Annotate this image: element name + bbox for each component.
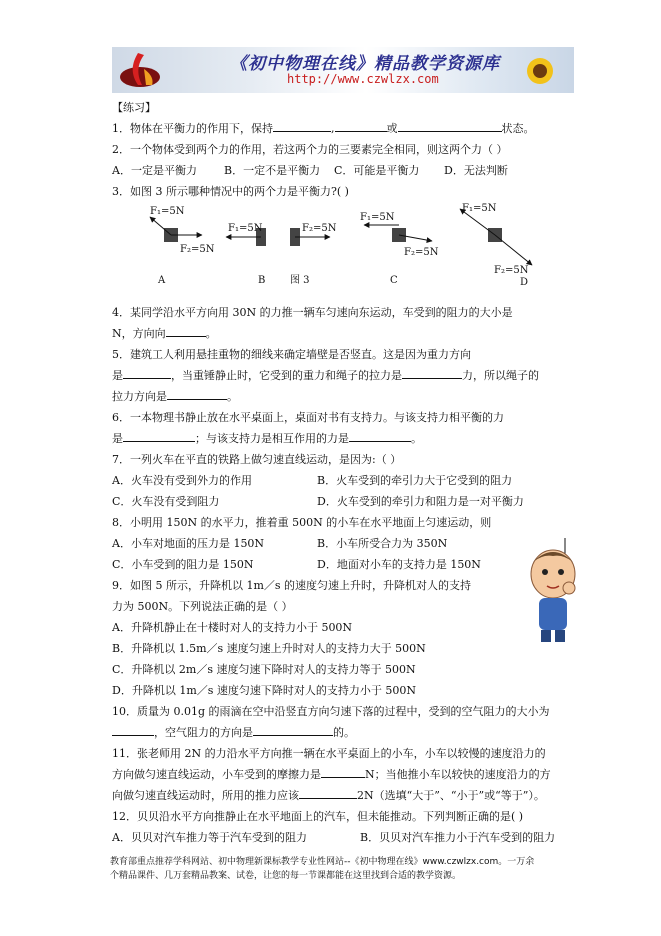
question-11-end: 向做匀速直线运动时，所用的推力应该 2N（选填“大于”、“小于”或“等于”）。 bbox=[112, 785, 545, 806]
figure-3 bbox=[142, 203, 572, 293]
question-9: 9．如图 5 所示，升降机以 1m／s 的速度匀速上升时，升降机对人的支持 bbox=[112, 579, 472, 592]
banner-url[interactable]: http://www.czwlzx.com bbox=[287, 72, 439, 86]
figure-b-f2: F₂=5N bbox=[302, 223, 337, 234]
figure-c-f1: F₁=5N bbox=[360, 212, 395, 223]
question-2: 2．一个物体受到两个力的作用，若这两个力的三要素完全相同，则这两个力（ ） bbox=[112, 143, 508, 156]
question-5: 5．建筑工人利用悬挂重物的细线来确定墙壁是否竖直。这是因为重力方向 bbox=[112, 348, 471, 361]
figure-b-f1: F₁=5N bbox=[228, 223, 263, 234]
figure-c-f2: F₂=5N bbox=[404, 247, 439, 258]
sunflower-icon bbox=[520, 53, 560, 89]
header-banner bbox=[112, 47, 574, 93]
question-9-cont: 力为 500N。下列说法正确的是（ ） bbox=[112, 600, 293, 613]
question-11-cont: 方向做匀速直线运动，小车受到的摩擦力是 N；当他推小车以较快的速度沿力的方 bbox=[112, 764, 551, 785]
question-8-options-2: C．小车受到的阻力是 150N D．地面对小车的支持力是 150N bbox=[112, 558, 481, 571]
question-2-options: A．一定是平衡力 B．一定不是平衡力 C．可能是平衡力 D．无法判断 bbox=[112, 164, 508, 177]
figure-3-b bbox=[226, 223, 337, 286]
question-4: 4．某同学沿水平方向用 30N 的力推一辆车匀速向东运动，车受到的阻力的大小是 bbox=[112, 306, 513, 319]
figure-3-c bbox=[360, 212, 439, 286]
figure-a-f1: F₁=5N bbox=[150, 206, 185, 217]
question-3: 3．如图 3 所示哪种情况中的两个力是平衡力?( ) bbox=[112, 185, 349, 198]
question-4-cont: N，方向向 。 bbox=[112, 323, 217, 344]
figure-caption: 图 3 bbox=[290, 275, 310, 286]
question-1: 1．物体在平衡力的作用下，保持 , 或 状态。 bbox=[112, 118, 535, 139]
question-5-cont: 是 ，当重锤静止时，它受到的重力和绳子的拉力是 力，所以绳子的 bbox=[112, 365, 539, 386]
figure-a-f2: F₂=5N bbox=[180, 244, 215, 255]
question-8-options-1: A．小车对地面的压力是 150N B．小车所受合力为 350N bbox=[112, 537, 448, 550]
figure-3-a bbox=[150, 206, 215, 286]
question-9-option-b: B．升降机以 1.5m／s 速度匀速上升时对人的支持力大于 500N bbox=[112, 642, 426, 655]
question-9-option-a: A．升降机静止在十楼时对人的支持力小于 500N bbox=[112, 621, 353, 634]
question-7-options-1: A．火车没有受到外力的作用 B．火车受到的牵引力大于它受到的阻力 bbox=[112, 474, 513, 487]
figure-label-d: D bbox=[520, 277, 529, 288]
footer-line-1: 教育部重点推荐学科网站、初中物理新课标教学专业性网站--《初中物理在线》www.czwlzx.com。一万余 bbox=[110, 857, 535, 867]
figure-label-b: B bbox=[258, 275, 266, 286]
question-7: 7．一列火车在平直的铁路上做匀速直线运动，是因为:（ ） bbox=[112, 453, 402, 466]
page-footer bbox=[110, 855, 580, 883]
figure-label-a: A bbox=[158, 275, 166, 286]
question-5-end: 拉力方向是 。 bbox=[112, 386, 238, 407]
figure-label-c: C bbox=[390, 275, 398, 286]
question-10-cont: ，空气阻力的方向是 的。 bbox=[112, 722, 355, 743]
question-8: 8．小明用 150N 的水平力，推着重 500N 的小车在水平地面上匀速运动，则 bbox=[112, 516, 492, 529]
figure-d-f1: F₁=5N bbox=[462, 203, 497, 214]
question-10: 10．质量为 0.01g 的雨滴在空中沿竖直方向匀速下落的过程中，受到的空气阻力的大小为 bbox=[112, 705, 550, 718]
site-logo-icon bbox=[118, 49, 162, 91]
cartoon-boy-illustration bbox=[519, 538, 589, 646]
question-12-options: A．贝贝对汽车推力等于汽车受到的阻力 B．贝贝对汽车推力小于汽车受到的阻力 bbox=[112, 831, 556, 844]
figure-3-d bbox=[460, 203, 532, 288]
question-9-option-c: C．升降机以 2m／s 速度匀速下降时对人的支持力等于 500N bbox=[112, 663, 416, 676]
question-7-options-2: C．火车没有受到阻力 D．火车受到的牵引力和阻力是一对平衡力 bbox=[112, 495, 524, 508]
question-11: 11．张老师用 2N 的力沿水平方向推一辆在水平桌面上的小车，小车以较慢的速度沿力的 bbox=[112, 747, 546, 760]
figure-d-f2: F₂=5N bbox=[494, 265, 529, 276]
question-12: 12．贝贝沿水平方向推静止在水平地面上的汽车，但未能推动。下列判断正确的是( ) bbox=[112, 810, 524, 823]
question-6-cont: 是 ；与该支持力是相互作用的力是 。 bbox=[112, 428, 422, 449]
question-6: 6．一本物理书静止放在水平桌面上，桌面对书有支持力。与该支持力相平衡的力 bbox=[112, 411, 504, 424]
question-9-option-d: D．升降机以 1m／s 速度匀速下降时对人的支持力小于 500N bbox=[112, 684, 417, 697]
banner-title: 《初中物理在线》精品教学资源库 bbox=[230, 54, 500, 74]
section-heading: 【练习】 bbox=[112, 101, 156, 114]
footer-line-2: 个精品课件、几万套精品教案、试卷，让您的每一节课都能在这里找到合适的教学资源。 bbox=[110, 871, 462, 881]
